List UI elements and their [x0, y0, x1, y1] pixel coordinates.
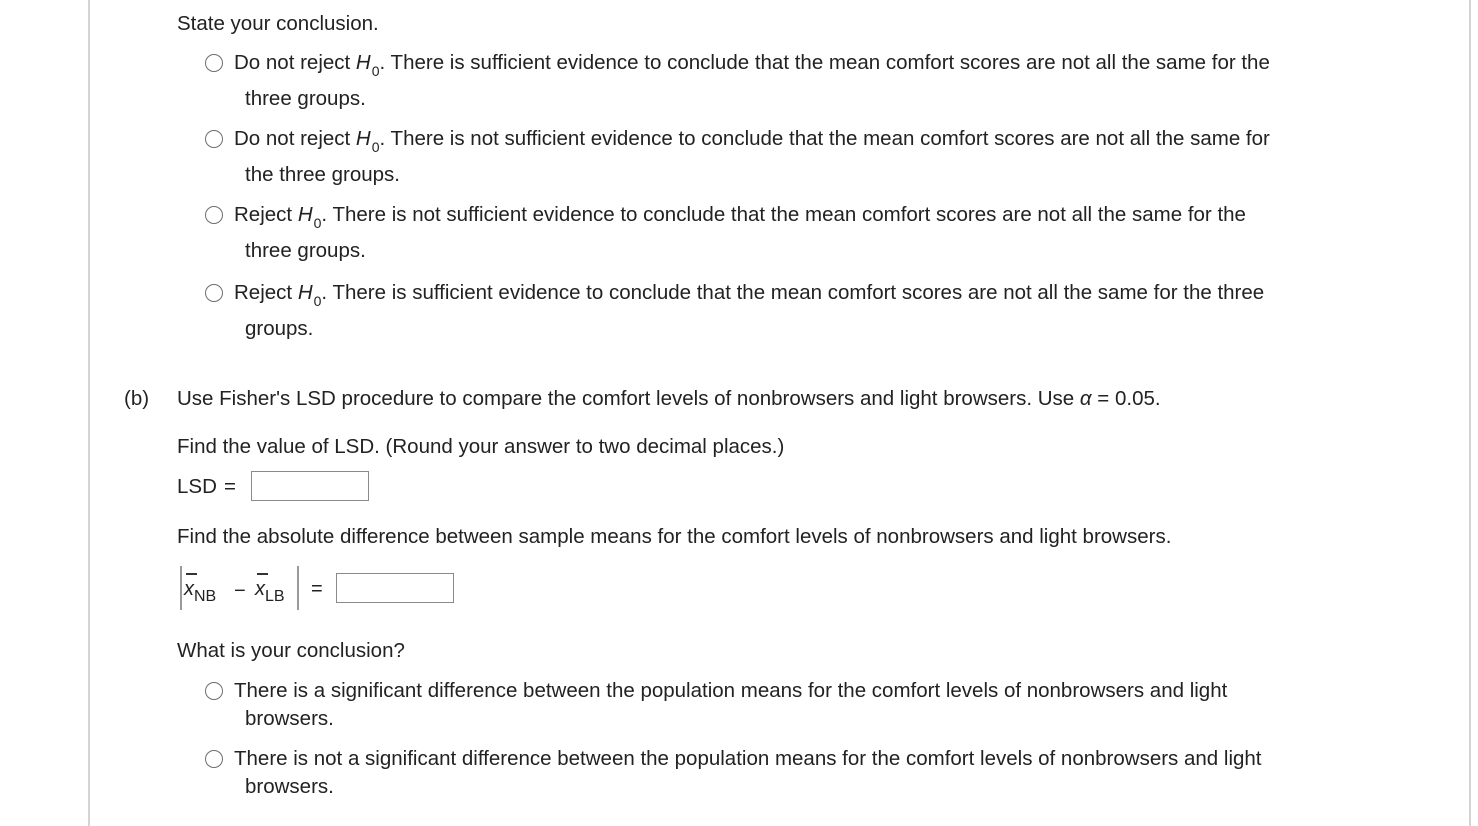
option-text-continued: the three groups. — [245, 163, 400, 186]
difference-equals: = — [311, 578, 323, 600]
part-b-instruction: Use Fisher's LSD procedure to compare the comfort levels of nonbrowsers and light browsers. Use α = 0.05. — [177, 387, 1161, 410]
option-text: Do not reject $H_0$. There is not sufficient evidence to conclude that the mean comfort scores are not all the same for — [234, 127, 1270, 155]
xbar-nb: $x_{NB}$ — [184, 578, 217, 605]
minus-sign: − — [234, 580, 246, 602]
radio-button[interactable] — [205, 682, 223, 700]
option-text: There is not a significant difference between the population means for the comfort levels of nonbrowsers and light — [234, 747, 1262, 770]
xbar-overline-lb — [257, 573, 268, 575]
lsd-answer-input[interactable] — [251, 471, 369, 501]
conclusion-prompt: What is your conclusion? — [177, 639, 405, 662]
xbar-lb: $x_{LB}$ — [255, 578, 285, 605]
difference-answer-input[interactable] — [336, 573, 454, 603]
radio-button[interactable] — [205, 750, 223, 768]
option-text: There is a significant difference between the population means for the comfort levels of nonbrowsers and light — [234, 679, 1228, 702]
lsd-equals: = — [224, 475, 236, 498]
alpha-symbol: α — [1079, 387, 1092, 410]
lsd-prompt: Find the value of LSD. (Round your answer to two decimal places.) — [177, 435, 785, 458]
option-text-continued: three groups. — [245, 87, 366, 110]
part-a-prompt: State your conclusion. — [177, 12, 379, 35]
radio-button[interactable] — [205, 206, 223, 224]
option-text: Reject $H_0$. There is sufficient evidence to conclude that the mean comfort scores are not all the same for the three — [234, 281, 1265, 309]
lsd-label: LSD — [177, 475, 217, 498]
option-text-continued: three groups. — [245, 239, 366, 262]
difference-prompt: Find the absolute difference between sample means for the comfort levels of nonbrowsers and light browsers. — [177, 525, 1172, 548]
abs-bar-right — [297, 566, 299, 610]
left-border — [88, 0, 90, 826]
option-text-continued: groups. — [245, 317, 314, 340]
option-text-continued: browsers. — [245, 707, 334, 730]
part-b-label: (b) — [124, 387, 150, 410]
option-text: Do not reject $H_0$. There is sufficient evidence to conclude that the mean comfort scores are not all the same for the — [234, 51, 1270, 79]
radio-button[interactable] — [205, 54, 223, 72]
option-text-continued: browsers. — [245, 775, 334, 798]
right-border — [1469, 0, 1471, 826]
radio-button[interactable] — [205, 130, 223, 148]
option-text: Reject $H_0$. There is not sufficient evidence to conclude that the mean comfort scores are not all the same for the — [234, 203, 1246, 231]
xbar-overline-nb — [186, 573, 197, 575]
abs-bar-left — [180, 566, 182, 610]
radio-button[interactable] — [205, 284, 223, 302]
